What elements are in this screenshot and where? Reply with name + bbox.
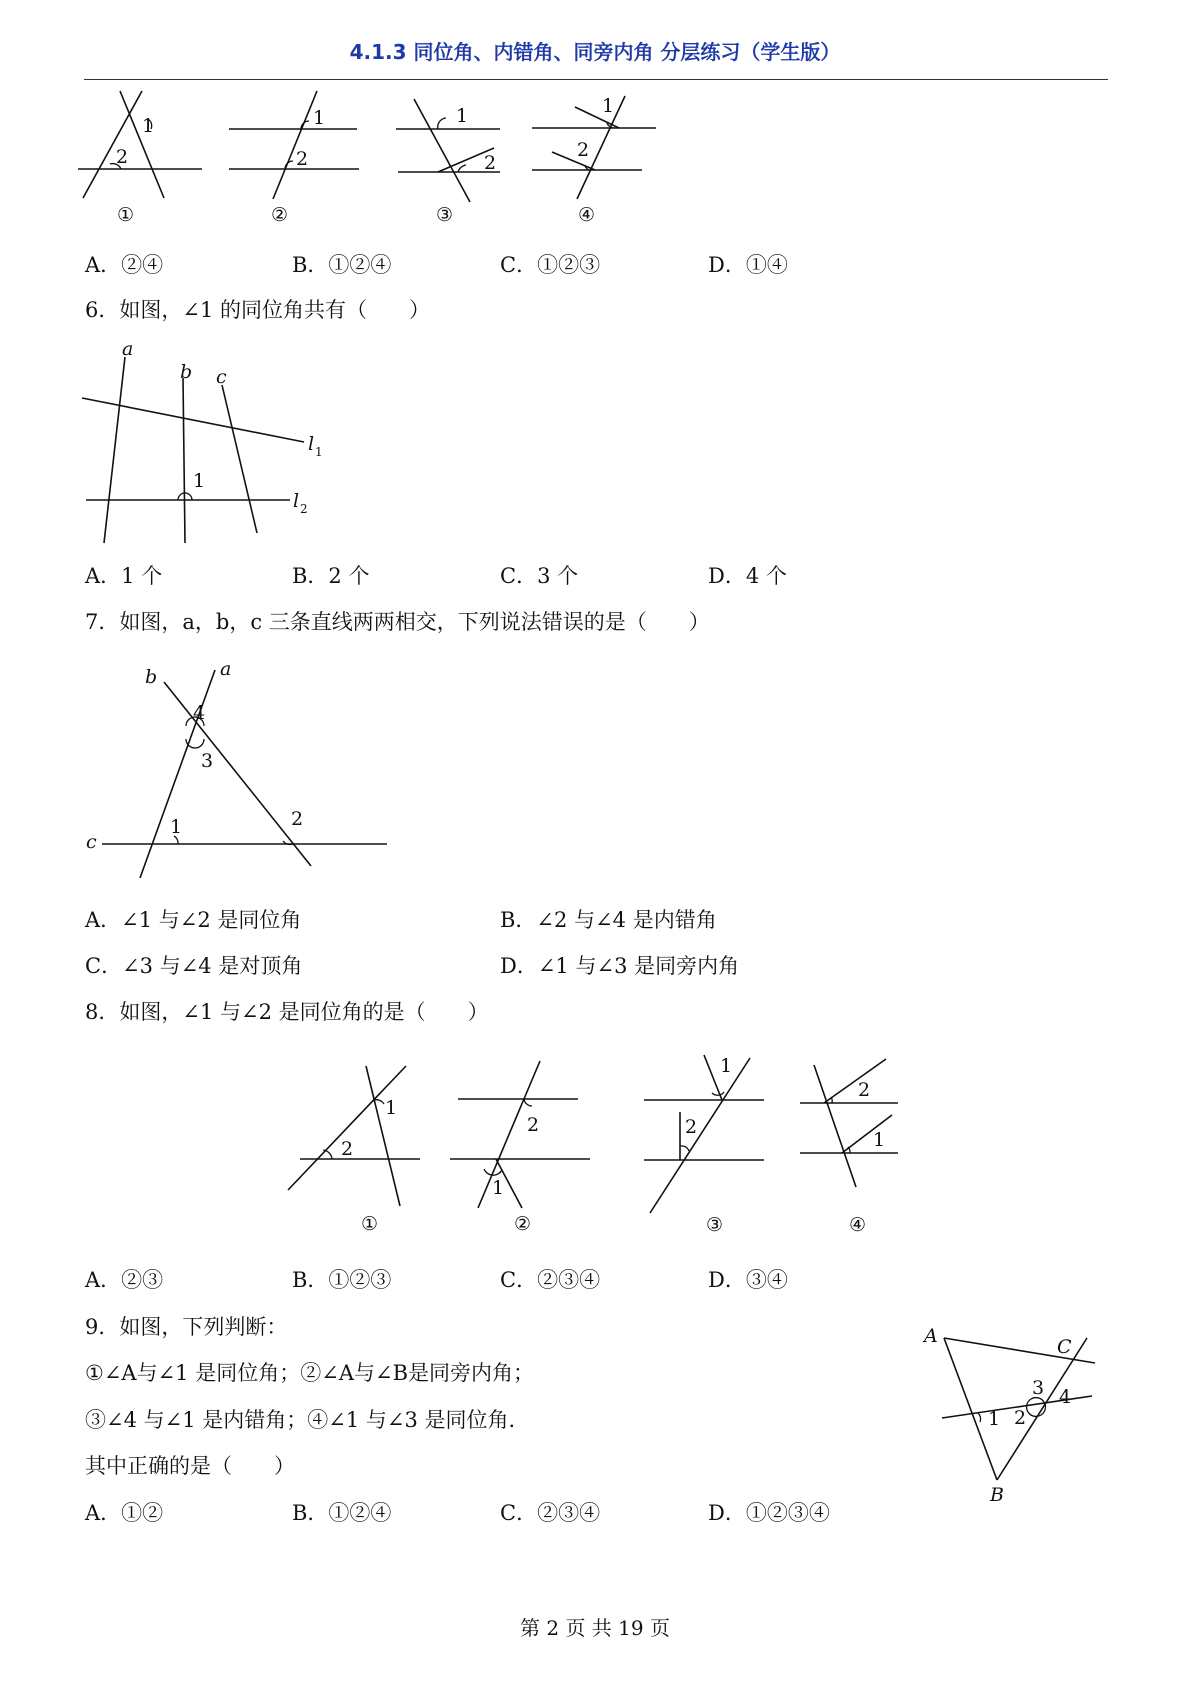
- svg-text:2: 2: [341, 1138, 354, 1160]
- q8-option-d: D．③④: [708, 1268, 788, 1292]
- svg-text:B: B: [990, 1484, 1004, 1506]
- svg-text:2: 2: [116, 146, 129, 168]
- q6-option-a: A．1 个: [85, 564, 163, 588]
- q5-option-a: A．②④: [85, 253, 164, 277]
- svg-text:1: 1: [492, 1177, 505, 1199]
- q7-figure: [80, 655, 400, 885]
- svg-text:4: 4: [1059, 1386, 1072, 1408]
- q9-statement-1: ①∠A与∠1 是同位角；②∠A与∠B是同旁内角；: [85, 1361, 535, 1385]
- svg-text:1: 1: [988, 1408, 1001, 1430]
- q6-stem: 6．如图，∠1 的同位角共有（ ）: [85, 298, 430, 322]
- svg-text:a: a: [220, 658, 232, 680]
- svg-text:1: 1: [602, 95, 615, 117]
- q8-option-b: B．①②③: [292, 1268, 392, 1292]
- q9-stem: 9．如图，下列判断：: [85, 1315, 288, 1339]
- q6-option-c: C．3 个: [500, 564, 579, 588]
- svg-text:④: ④: [578, 204, 596, 226]
- svg-text:c: c: [216, 366, 227, 388]
- q9-option-a: A．①②: [85, 1501, 164, 1525]
- q6-option-b: B．2 个: [292, 564, 370, 588]
- svg-text:c: c: [86, 831, 97, 853]
- svg-text:C: C: [1057, 1336, 1072, 1358]
- svg-text:①: ①: [117, 204, 135, 226]
- svg-text:2: 2: [577, 139, 590, 161]
- q7-stem: 7．如图，a，b，c 三条直线两两相交，下列说法错误的是（ ）: [85, 610, 710, 634]
- q6-option-d: D．4 个: [708, 564, 787, 588]
- svg-text:④: ④: [849, 1214, 867, 1236]
- svg-text:2: 2: [685, 1116, 698, 1138]
- q8-option-c: C．②③④: [500, 1268, 601, 1292]
- svg-text:②: ②: [271, 204, 289, 226]
- svg-text:1: 1: [315, 445, 323, 459]
- q7-option-c: C．∠3 与∠4 是对顶角: [85, 954, 303, 978]
- q8-figure-4: [796, 1055, 906, 1240]
- q5-option-d: D．①④: [708, 253, 788, 277]
- svg-text:l: l: [293, 490, 300, 512]
- svg-text:b: b: [145, 666, 158, 688]
- q9-option-d: D．①②③④: [708, 1501, 830, 1525]
- svg-text:2: 2: [300, 502, 308, 516]
- svg-text:③: ③: [706, 1214, 724, 1236]
- svg-text:1: 1: [720, 1055, 733, 1077]
- q5-option-c: C．①②③: [500, 253, 601, 277]
- q5-figure-1: [78, 88, 208, 228]
- svg-text:2: 2: [1014, 1407, 1027, 1429]
- q9-option-c: C．②③④: [500, 1501, 601, 1525]
- svg-text:1: 1: [873, 1129, 886, 1151]
- svg-text:1: 1: [385, 1097, 398, 1119]
- svg-text:3: 3: [201, 750, 214, 772]
- q9-option-b: B．①②④: [292, 1501, 392, 1525]
- q9-figure: [920, 1320, 1100, 1510]
- svg-text:1: 1: [193, 470, 206, 492]
- q7-option-b: B．∠2 与∠4 是内错角: [500, 908, 717, 932]
- svg-text:4: 4: [193, 702, 206, 724]
- svg-text:1: 1: [142, 115, 155, 137]
- q8-stem: 8．如图，∠1 与∠2 是同位角的是（ ）: [85, 1000, 489, 1024]
- page-footer: 第 2 页 共 19 页: [520, 1616, 670, 1640]
- q8-figure-2: [448, 1058, 598, 1238]
- svg-text:1: 1: [170, 816, 183, 838]
- q7-option-d: D．∠1 与∠3 是同旁内角: [500, 954, 740, 978]
- svg-text:2: 2: [484, 152, 497, 174]
- svg-text:b: b: [180, 361, 193, 383]
- svg-text:l: l: [308, 433, 315, 455]
- q9-prompt: 其中正确的是（ ）: [85, 1454, 295, 1478]
- q7-option-a: A．∠1 与∠2 是同位角: [85, 908, 302, 932]
- svg-text:2: 2: [296, 148, 309, 170]
- q5-option-b: B．①②④: [292, 253, 392, 277]
- svg-text:1: 1: [313, 107, 326, 129]
- q5-figure-4: [527, 88, 657, 228]
- q5-figure-3: [396, 88, 506, 228]
- svg-text:A: A: [924, 1325, 938, 1347]
- svg-text:2: 2: [527, 1114, 540, 1136]
- svg-text:2: 2: [858, 1079, 871, 1101]
- q9-statement-2: ③∠4 与∠1 是内错角；④∠1 与∠3 是同位角．: [85, 1408, 530, 1432]
- svg-text:3: 3: [1032, 1377, 1045, 1399]
- page-header-title: 4.1.3 同位角、内错角、同旁内角 分层练习（学生版）: [349, 40, 841, 64]
- q8-figure-1: [288, 1058, 428, 1238]
- svg-text:②: ②: [514, 1213, 532, 1235]
- svg-text:2: 2: [291, 808, 304, 830]
- q8-option-a: A．②③: [85, 1268, 164, 1292]
- q6-figure: [82, 340, 342, 550]
- svg-text:a: a: [122, 338, 134, 360]
- svg-text:①: ①: [361, 1213, 379, 1235]
- svg-text:③: ③: [436, 204, 454, 226]
- q5-figure-2: [225, 88, 365, 228]
- q8-figure-3: [640, 1050, 770, 1240]
- svg-text:1: 1: [456, 105, 469, 127]
- header-rule: [84, 79, 1108, 80]
